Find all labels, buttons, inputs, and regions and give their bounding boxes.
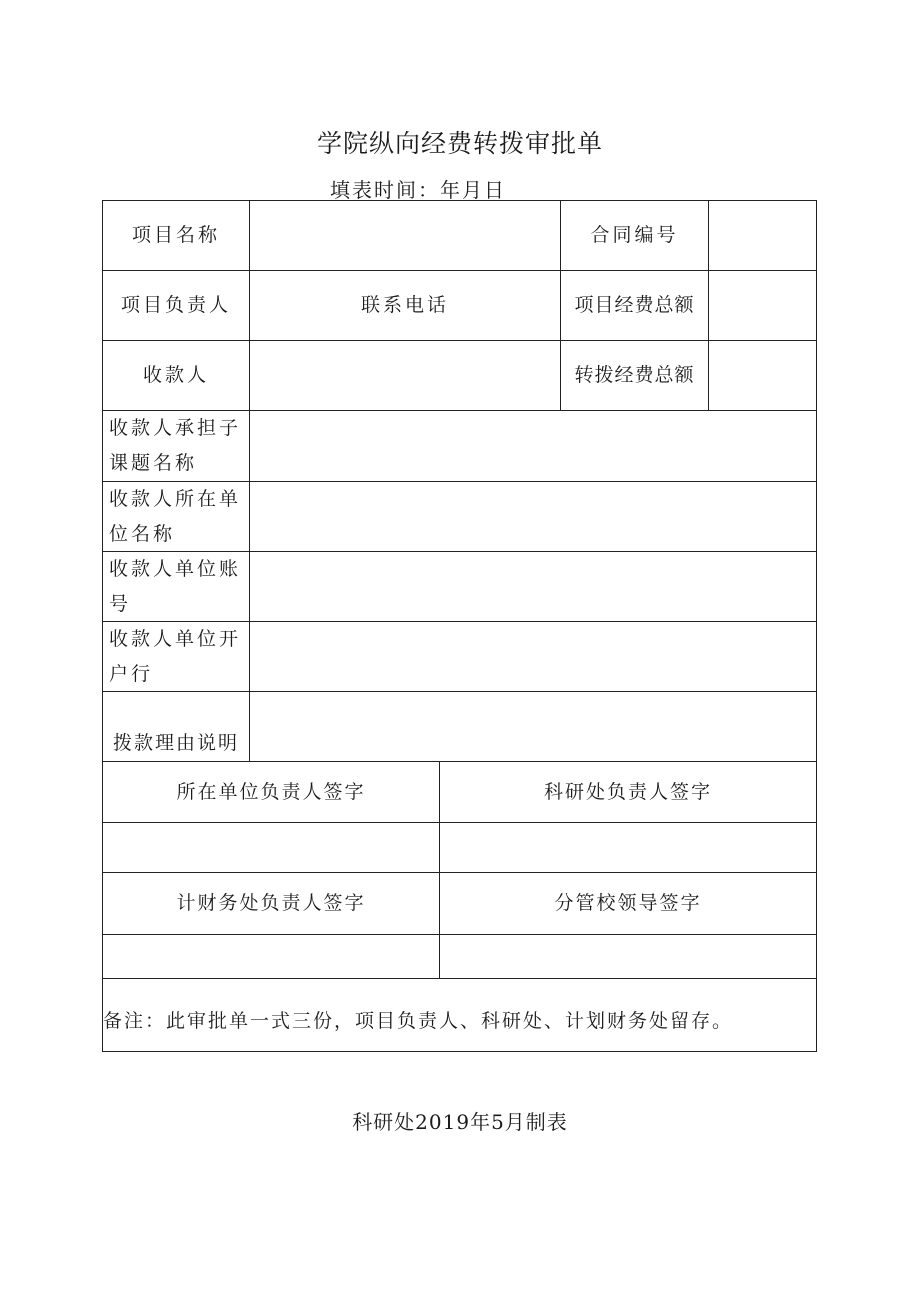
unit-leader-signature-label: 所在单位负责人签字 (176, 780, 366, 803)
unit-leader-signature-field[interactable] (103, 823, 439, 872)
school-leader-signature-label: 分管校领导签字 (554, 892, 702, 914)
contract-no-label: 合同编号 (590, 224, 679, 246)
payee-unit-field[interactable] (250, 482, 816, 551)
transfer-total-label: 转拨经费总额 (574, 364, 695, 386)
fill-time-label: 填表时间：年月日 (330, 178, 506, 202)
project-total-field[interactable] (709, 271, 816, 340)
phone-label: 联系电话 (360, 294, 449, 316)
form-title: 学院纵向经费转拨审批单 (316, 129, 603, 158)
finance-office-signature-field[interactable] (103, 935, 439, 978)
research-office-signature-label: 科研处负责人签字 (543, 780, 712, 803)
subtopic-label: 收款人承担子课题名称 (109, 417, 242, 474)
research-office-signature-field[interactable] (440, 823, 816, 872)
unit-account-field[interactable] (250, 552, 816, 621)
unit-bank-field[interactable] (250, 622, 816, 691)
unit-account-label: 收款人单位账号 (109, 557, 242, 615)
finance-office-signature-label: 计财务处负责人签字 (176, 892, 366, 914)
school-leader-signature-field[interactable] (440, 935, 816, 978)
project-name-label: 项目名称 (131, 224, 220, 246)
payee-unit-label: 收款人所在单位名称 (109, 487, 242, 545)
unit-bank-label: 收款人单位开户行 (109, 627, 242, 685)
reason-field[interactable] (250, 692, 816, 761)
project-leader-label: 项目负责人 (120, 294, 231, 316)
project-name-field[interactable] (250, 201, 560, 270)
approval-form-table (102, 200, 817, 1052)
project-total-label: 项目经费总额 (574, 294, 695, 316)
contract-no-field[interactable] (709, 201, 816, 270)
reason-label: 拨款理由说明 (112, 732, 239, 754)
transfer-total-field[interactable] (709, 341, 816, 410)
footer-label: 科研处2019年5月制表 (352, 1110, 568, 1134)
subtopic-field[interactable] (250, 411, 816, 481)
payee-field[interactable] (250, 341, 560, 410)
payee-label: 收款人 (142, 364, 209, 386)
remark-note: 备注：此审批单一式三份，项目负责人、科研处、计划财务处留存。 (103, 1009, 734, 1032)
